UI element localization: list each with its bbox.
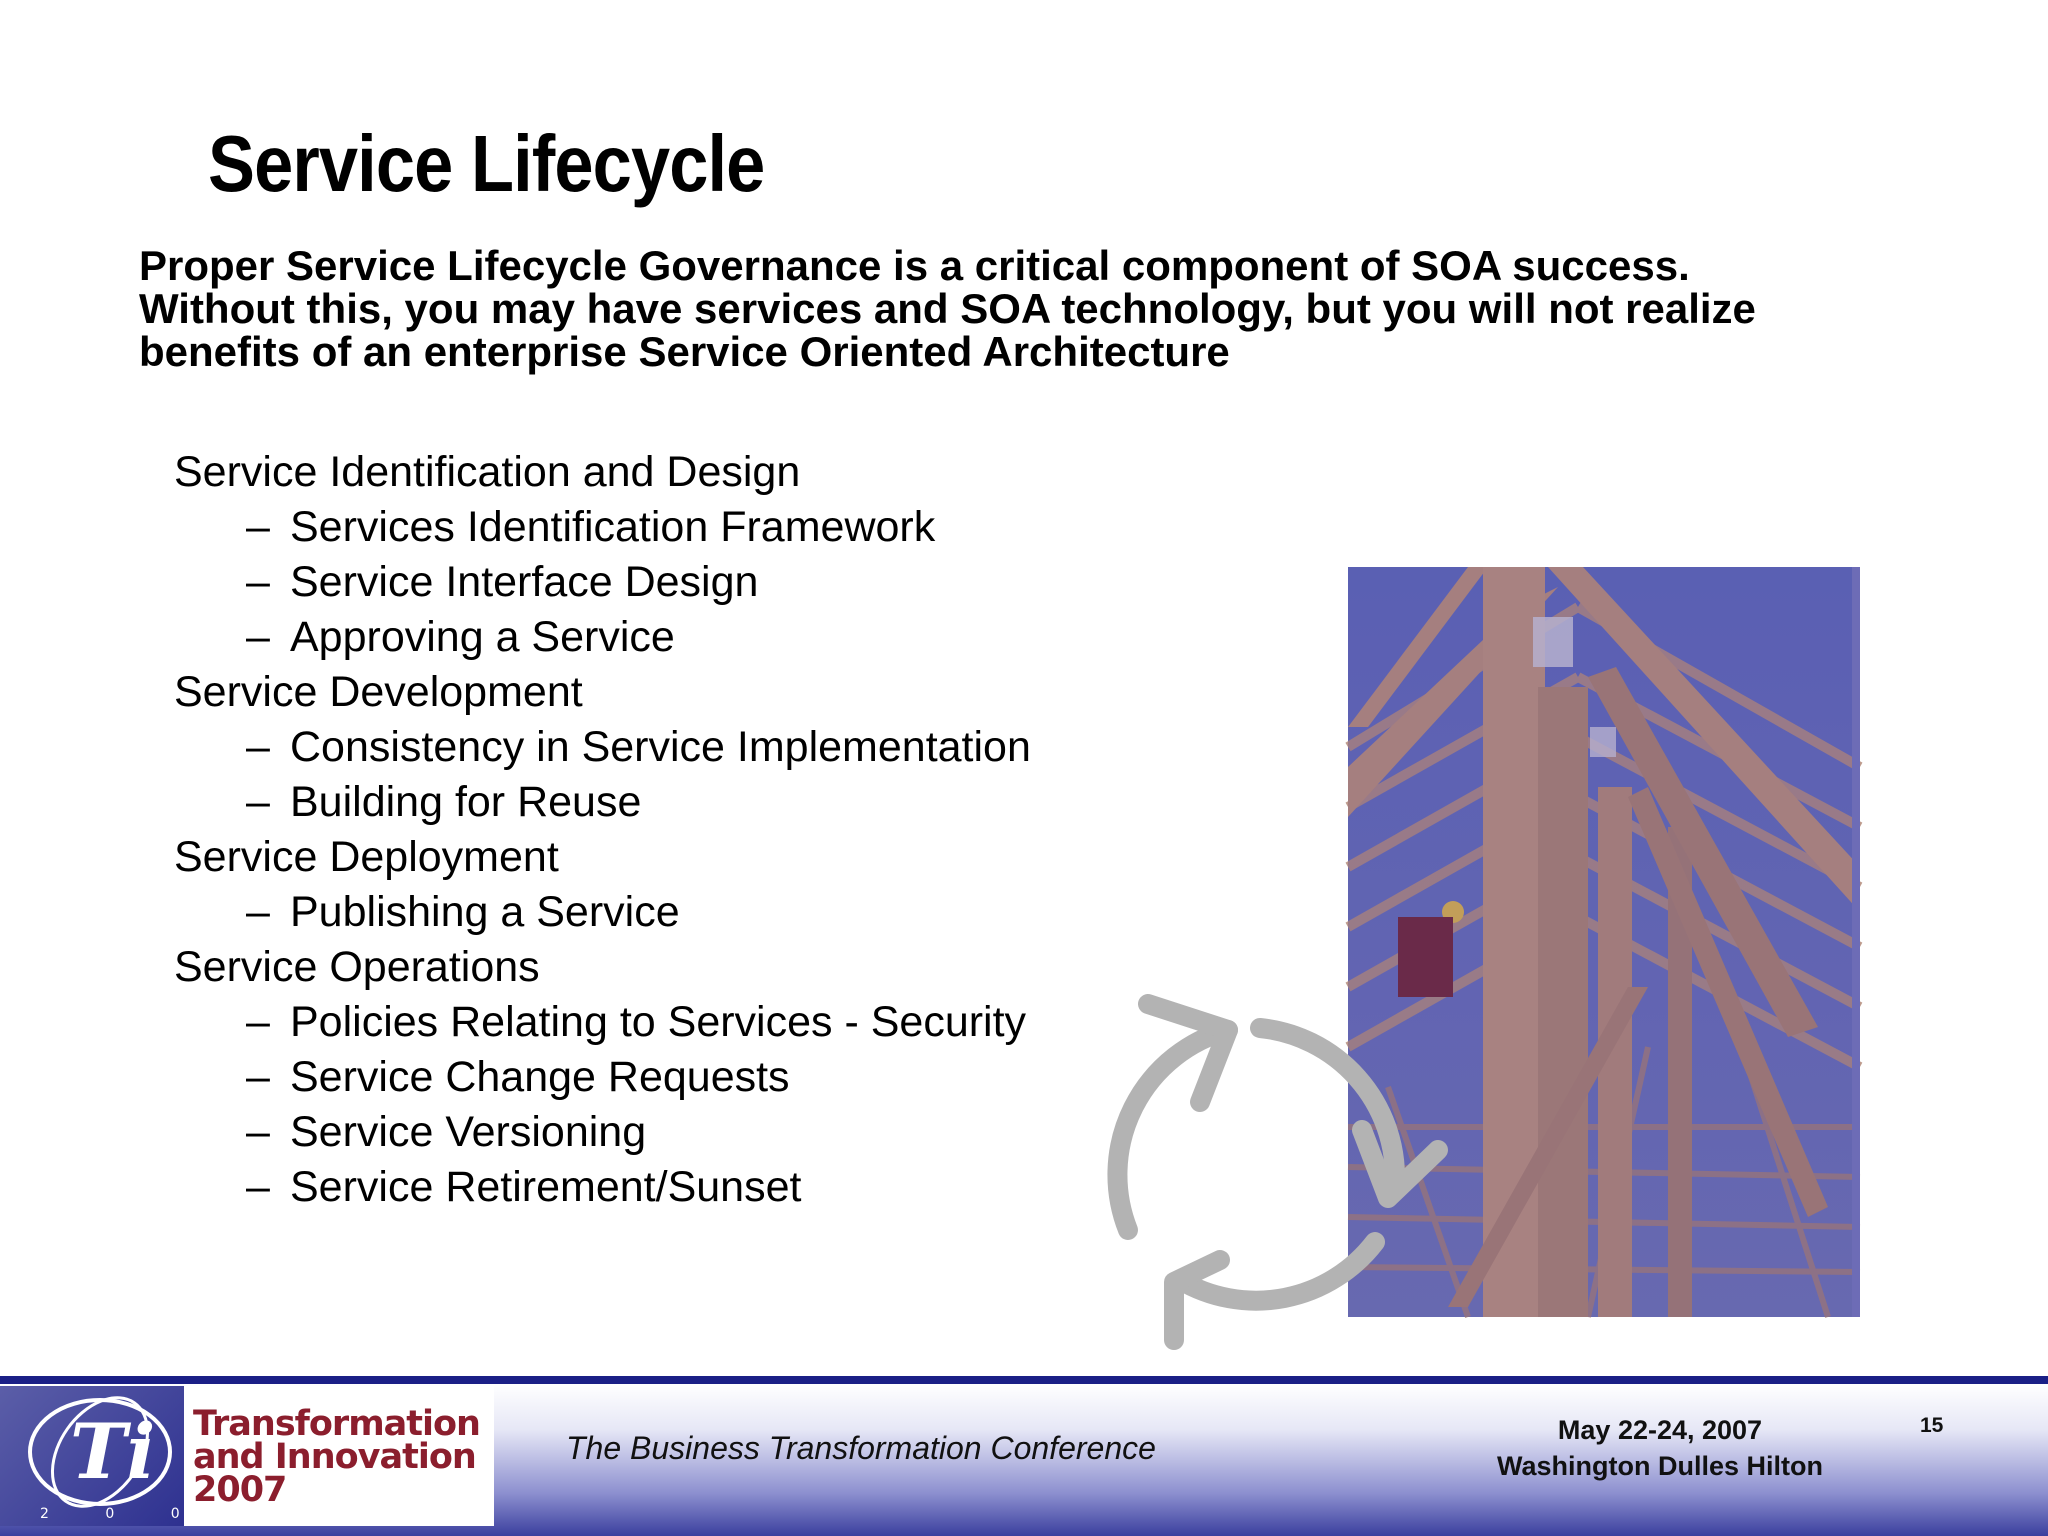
logo-year-digits: 2 0 0 7 xyxy=(40,1506,271,1522)
outline-item: Service Deployment xyxy=(174,833,559,881)
outline-item: Service Operations xyxy=(174,943,540,991)
dash-bullet: – xyxy=(246,503,270,551)
conference-logo xyxy=(0,1386,494,1526)
logo-mark-text: Ti xyxy=(70,1407,156,1496)
outline-subitem: – Policies Relating to Services - Security xyxy=(246,995,1026,1050)
dash-bullet: – xyxy=(246,778,270,826)
dash-bullet: – xyxy=(246,723,270,771)
footer-rule xyxy=(0,1376,2048,1384)
ti-logo-mark xyxy=(0,1386,271,1526)
outline-subitem: – Consistency in Service Implementation xyxy=(246,720,1031,775)
dash-bullet: – xyxy=(246,1108,270,1156)
page-number: 15 xyxy=(1920,1414,1944,1437)
intro-paragraph: Proper Service Lifecycle Governance is a critical component of SOA success. Without this, you may have services and SOA technology, but you will not realize benefits of an enterprise Service Oriented Architecture xyxy=(139,242,1756,375)
outline-subitem: – Publishing a Service xyxy=(246,885,680,940)
dash-bullet: – xyxy=(246,1053,270,1101)
dash-bullet: – xyxy=(246,888,270,936)
outline-subitem: – Service Interface Design xyxy=(246,555,758,610)
outline-subitem: – Service Change Requests xyxy=(246,1050,790,1105)
outline-item: Service Development xyxy=(174,668,583,716)
outline-subitem: – Service Versioning xyxy=(246,1105,646,1160)
outline-subitem: – Building for Reuse xyxy=(246,775,641,830)
dash-bullet: – xyxy=(246,613,270,661)
outline-item: Service Identification and Design xyxy=(174,448,801,496)
event-date-venue xyxy=(1440,1412,1880,1484)
cycle-arrows-icon xyxy=(1080,990,1480,1370)
event-date: May 22-24, 2007 xyxy=(1557,1415,1763,1445)
outline-subitem: – Approving a Service xyxy=(246,610,675,665)
conference-name: The Business Transformation Conference xyxy=(566,1430,1156,1466)
outline-subitem: – Services Identification Framework xyxy=(246,500,935,555)
event-venue: Washington Dulles Hilton xyxy=(1497,1451,1823,1481)
dash-bullet: – xyxy=(246,998,270,1046)
dash-bullet: – xyxy=(246,1163,270,1211)
logo-wordmark: Transformation and Innovation 2007 xyxy=(193,1404,480,1510)
dash-bullet: – xyxy=(246,558,270,606)
outline-subitem: – Service Retirement/Sunset xyxy=(246,1160,801,1215)
slide-title: Service Lifecycle xyxy=(208,119,765,208)
